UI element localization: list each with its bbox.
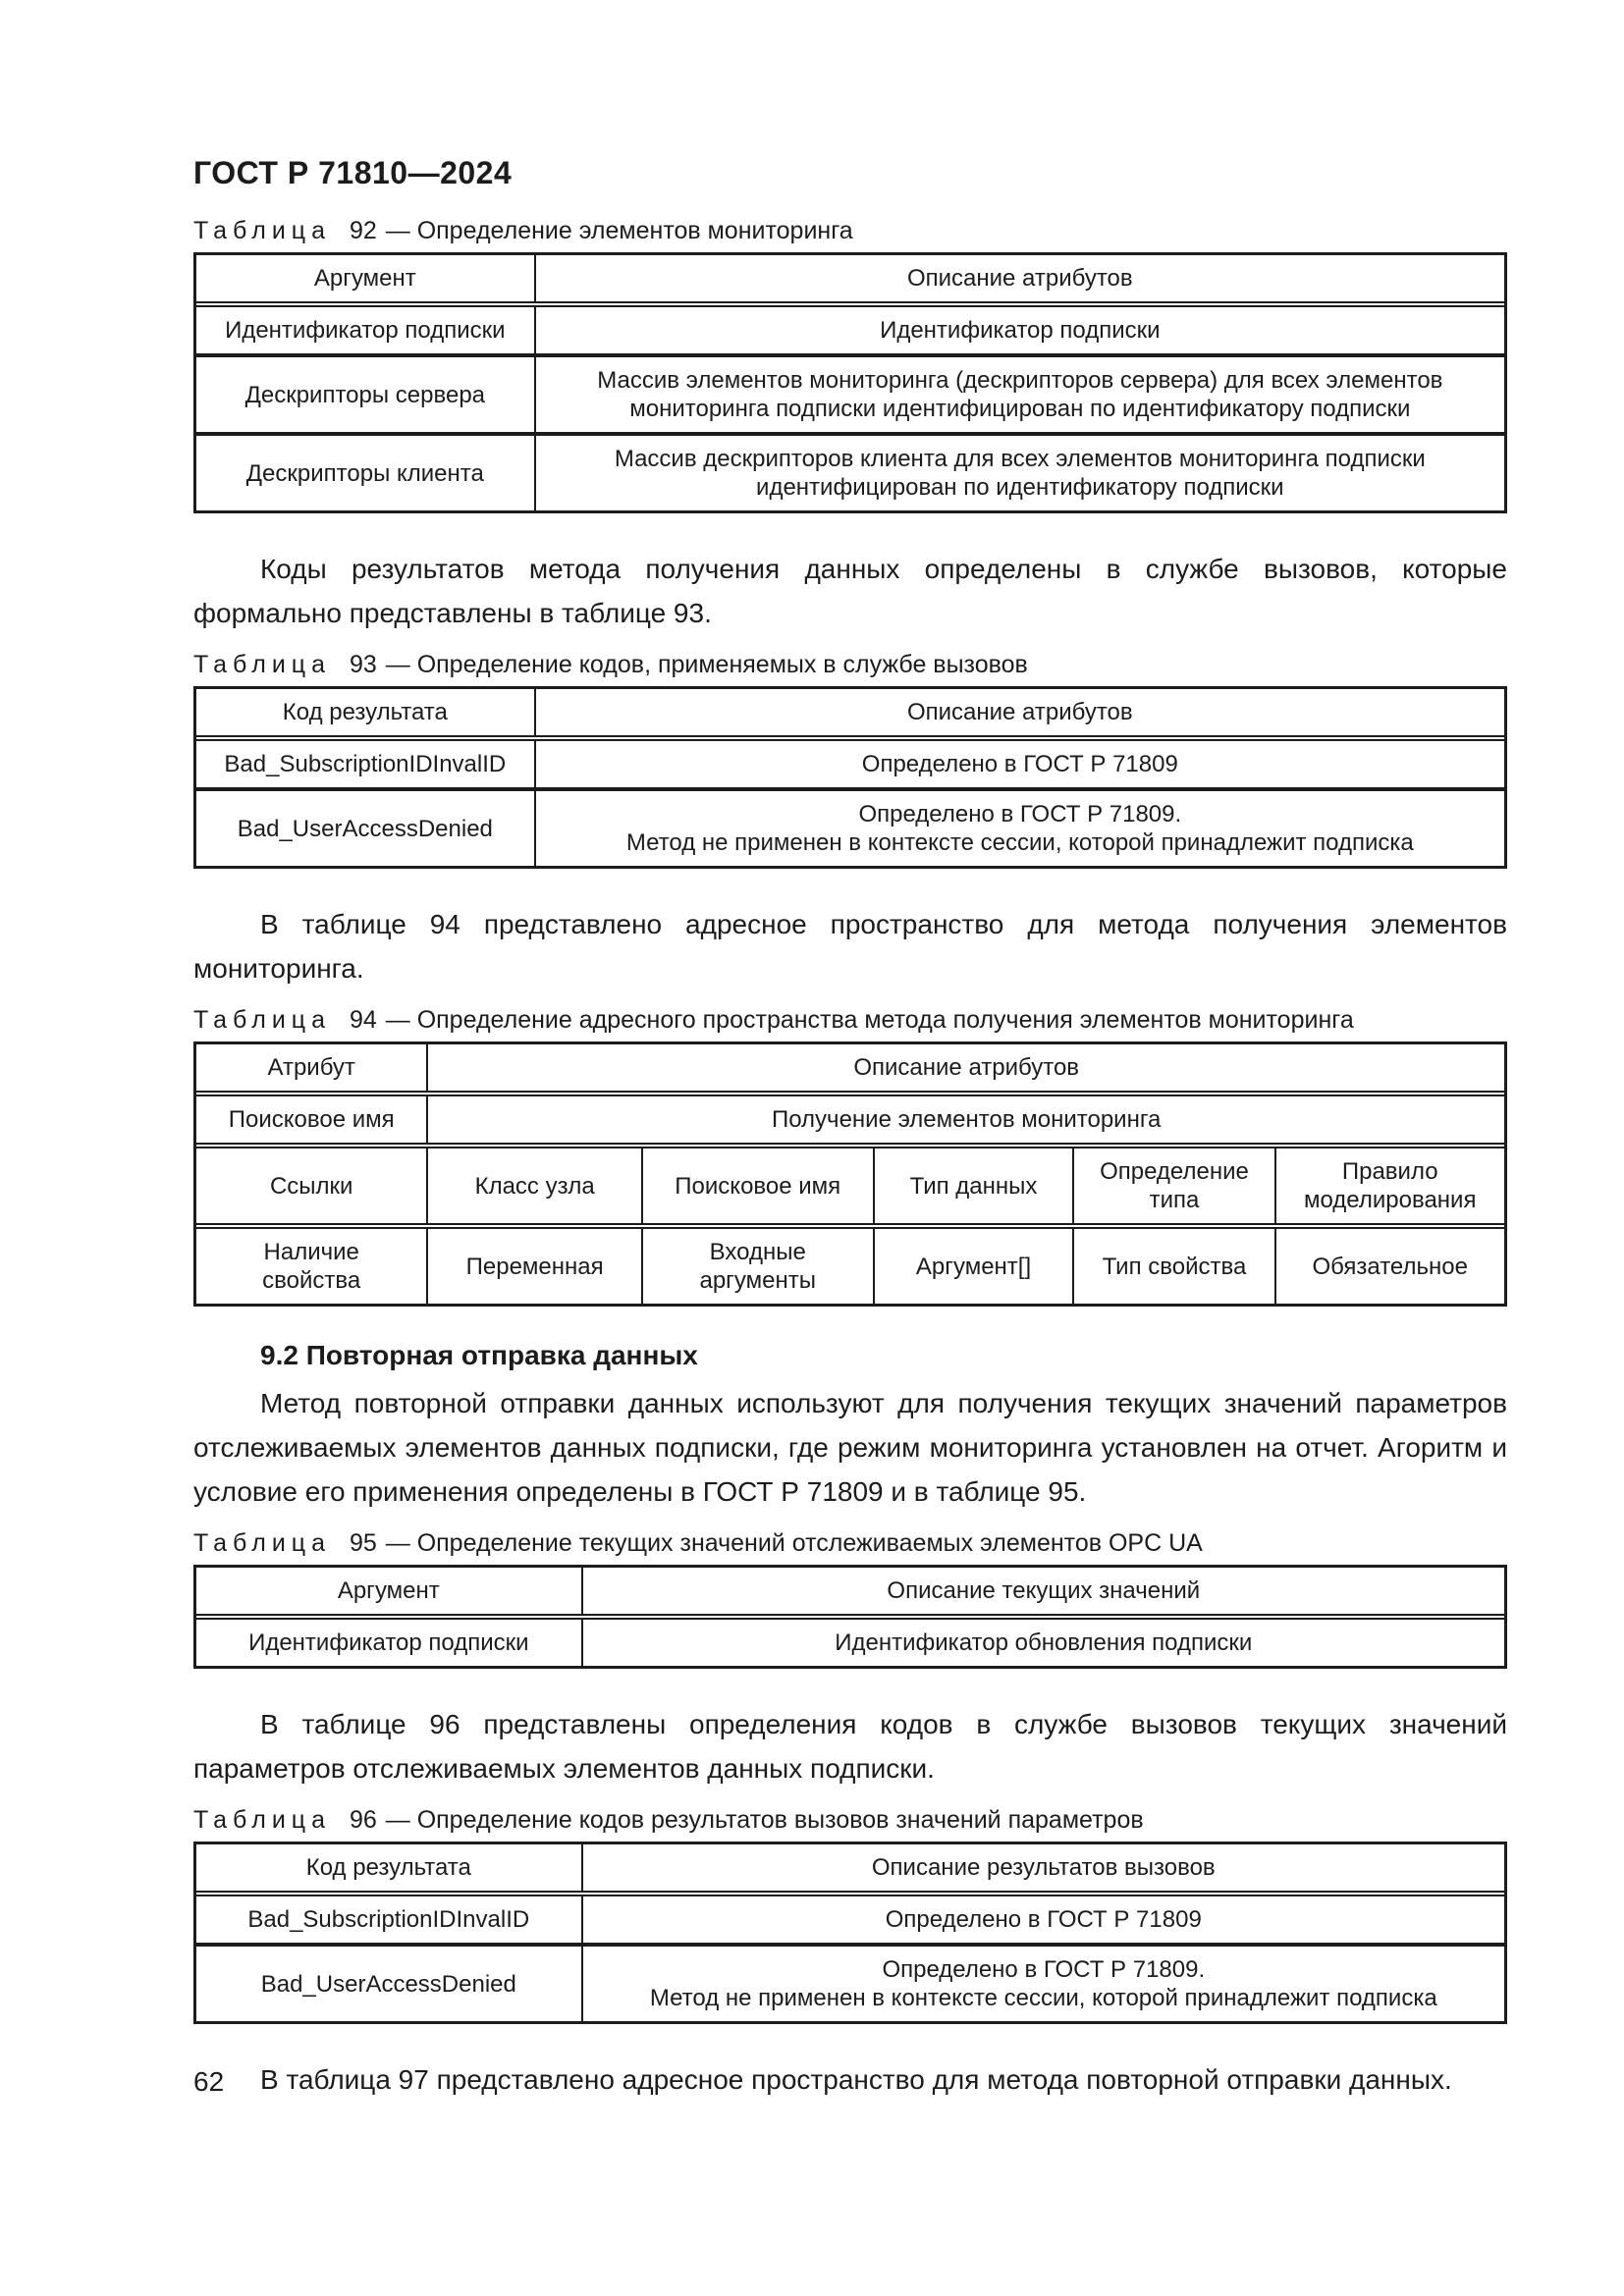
column-header: Описание результатов вызовов [581, 1844, 1504, 1891]
caption-title: Определение адресного пространства метода получения элементов мониторинга [416, 1006, 1354, 1034]
cell-line: моделирования [1303, 1187, 1477, 1213]
table-cell: Переменная [426, 1229, 640, 1304]
document-code-header: ГОСТ Р 71810—2024 [193, 155, 513, 190]
caption-word: Таблица [193, 1529, 332, 1557]
caption-dash: — [385, 1529, 410, 1557]
table-cell: Определено в ГОСТ Р 71809 [534, 741, 1504, 787]
cell-line: типа [1149, 1187, 1200, 1213]
caption-dash: — [385, 651, 410, 678]
cell-line: Входные [709, 1239, 806, 1265]
cell-line: Определено в ГОСТ Р 71809. [858, 801, 1182, 828]
table93-caption [193, 649, 1507, 680]
table-row [196, 735, 1504, 787]
cell-line: аргументы [699, 1267, 816, 1294]
page-number: 62 [193, 2066, 225, 2097]
caption-dash: — [385, 217, 410, 244]
table-cell: Определено в ГОСТ Р 71809 [581, 1896, 1504, 1943]
column-header: Описание текущих значений [581, 1568, 1504, 1614]
table-cell: Получение элементов мониторинга [426, 1096, 1504, 1143]
cell-line: Наличие [263, 1239, 359, 1265]
column-header: Аргумент [337, 1577, 440, 1604]
paragraph: В таблица 97 представлено адресное пространство для метода повторной отправки данных. [260, 2064, 1452, 2095]
caption-number: 92 [349, 217, 377, 244]
table-95 [193, 1565, 1507, 1669]
table-cell: Дескрипторы клиента [245, 459, 484, 487]
table-row [196, 1943, 1504, 2021]
caption-word: Таблица [193, 1806, 332, 1834]
table-cell [1072, 1148, 1273, 1223]
table-cell [534, 436, 1504, 510]
paragraph: Коды результатов метода получения данных определены в службе вызовов, которые формально представлены в таблице 93. [193, 554, 1507, 628]
table-cell [641, 1229, 873, 1304]
table-cell: Bad_SubscriptionIDInvalID [224, 751, 507, 777]
cell-line: идентифицирован по идентификатору подписки [756, 474, 1284, 501]
caption-number: 94 [349, 1006, 377, 1034]
table-cell: Атрибут [267, 1054, 355, 1081]
caption-number: 96 [349, 1806, 377, 1834]
table-cell [581, 1947, 1504, 2021]
table-row [196, 787, 1504, 866]
table-row [196, 1223, 1504, 1304]
table-96 [193, 1842, 1507, 2024]
table-cell [534, 791, 1504, 866]
table92-caption [193, 215, 1507, 246]
cell-line: Метод не применен в контексте сессии, которой принадлежит подписка [649, 1985, 1437, 2011]
table-cell: Обязательное [1274, 1229, 1504, 1304]
column-header: Код результата [305, 1854, 471, 1881]
cell-line: Массив элементов мониторинга (дескрипторов сервера) для всех элементов [597, 367, 1443, 394]
table-row [196, 432, 1504, 510]
caption-dash: — [385, 1006, 410, 1034]
column-header: Код результата [282, 699, 448, 725]
cell-line: Массив дескрипторов клиента для всех элементов мониторинга подписки [614, 446, 1426, 472]
cell-line: свойства [262, 1267, 361, 1294]
table-cell: Поисковое имя [641, 1148, 873, 1223]
table-row [196, 353, 1504, 432]
caption-dash: — [385, 1806, 410, 1834]
table-row [196, 1614, 1504, 1666]
table-cell: Дескрипторы сервера [244, 381, 486, 408]
table-93 [193, 686, 1507, 869]
table-row [196, 301, 1504, 353]
cell-line: Определено в ГОСТ Р 71809. [882, 1956, 1206, 1983]
caption-number: 95 [349, 1529, 377, 1557]
table-cell: Класс узла [426, 1148, 640, 1223]
table94-caption [193, 1004, 1507, 1036]
cell-line: Определение [1100, 1158, 1249, 1185]
column-header: Описание атрибутов [534, 255, 1504, 301]
table-cell: Аргумент[] [873, 1229, 1073, 1304]
table-header-row [196, 1844, 1504, 1891]
table-cell [1274, 1148, 1504, 1223]
caption-word: Таблица [193, 1006, 332, 1034]
table-row [196, 1091, 1504, 1143]
column-header: Описание атрибутов [534, 689, 1504, 735]
caption-word: Таблица [193, 651, 332, 678]
table-cell [196, 1229, 426, 1304]
table-cell: Тип данных [873, 1148, 1073, 1223]
table-cell [534, 357, 1504, 432]
table-cell: Идентификатор обновления подписки [581, 1620, 1504, 1666]
cell-line: Метод не применен в контексте сессии, которой принадлежит подписка [625, 829, 1414, 856]
table-cell: Идентификатор подписки [225, 317, 506, 344]
table-header-row [196, 1044, 1504, 1091]
table-row [196, 1891, 1504, 1943]
table-cell: Описание атрибутов [426, 1044, 1504, 1091]
paragraph: В таблице 96 представлены определения кодов в службе вызовов текущих значений параметров отслеживаемых элементов данных подписки. [193, 1709, 1507, 1784]
paragraph: В таблице 94 представлено адресное пространство для метода получения элементов мониторинга. [193, 909, 1507, 984]
table96-caption [193, 1804, 1507, 1836]
table-94 [193, 1041, 1507, 1307]
caption-word: Таблица [193, 217, 332, 244]
table-92 [193, 252, 1507, 513]
table-cell: Bad_UserAccessDenied [260, 1970, 516, 1998]
table-cell: Bad_UserAccessDenied [237, 815, 493, 842]
table95-caption [193, 1527, 1507, 1559]
table-header-row [196, 1568, 1504, 1614]
caption-title: Определение кодов результатов вызовов значений параметров [416, 1806, 1144, 1834]
page-content [193, 0, 1507, 2102]
paragraph: Метод повторной отправки данных используют для получения текущих значений параметров отслеживаемых элементов данных подписки, где режим мониторинга установлен на отчет. Агоритм и условие его применения определены в ГОСТ Р 71809 и в таблице 95. [193, 1388, 1507, 1507]
table-cell: Идентификатор подписки [248, 1629, 529, 1656]
cell-line: Правило [1341, 1158, 1438, 1185]
caption-number: 93 [349, 651, 377, 678]
cell-line: мониторинга подписки идентифицирован по идентификатору подписки [629, 396, 1411, 422]
table-cell: Идентификатор подписки [534, 307, 1504, 353]
table-cell: Ссылки [269, 1172, 353, 1200]
table-row [196, 1143, 1504, 1223]
caption-title: Определение элементов мониторинга [416, 217, 853, 244]
section-heading: 9.2 Повторная отправка данных [260, 1340, 698, 1370]
table-header-row [196, 689, 1504, 735]
table-header-row [196, 255, 1504, 301]
table-cell: Bad_SubscriptionIDInvalID [247, 1906, 530, 1933]
table-cell: Поисковое имя [228, 1106, 395, 1133]
column-header: Аргумент [313, 265, 416, 292]
caption-title: Определение кодов, применяемых в службе вызовов [416, 651, 1028, 678]
caption-title: Определение текущих значений отслеживаемых элементов OPC UA [416, 1529, 1203, 1557]
table-cell: Тип свойства [1072, 1229, 1273, 1304]
